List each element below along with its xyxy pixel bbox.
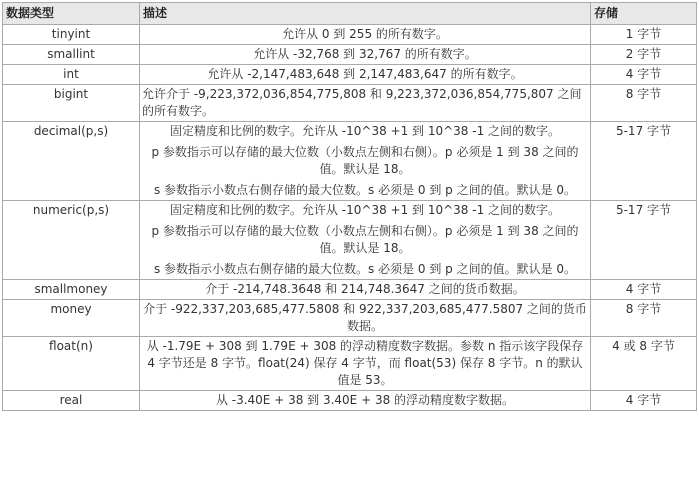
description-text: p 参数指示可以存储的最大位数（小数点左侧和右侧）。p 必须是 1 到 38 之间的值。默认是 18。 — [151, 224, 579, 255]
description-text: s 参数指示小数点右侧存储的最大位数。s 必须是 0 到 p 之间的值。默认是 0。 — [153, 183, 577, 197]
storage-cell: 4 或 8 字节 — [591, 337, 697, 391]
storage-cell: 4 字节 — [591, 65, 697, 85]
description-cell — [140, 65, 591, 85]
type-cell: tinyint — [3, 25, 140, 45]
storage-cell: 8 字节 — [591, 85, 697, 122]
description-text: s 参数指示小数点右侧存储的最大位数。s 必须是 0 到 p 之间的值。默认是 0。 — [153, 262, 577, 276]
storage-cell: 8 字节 — [591, 300, 697, 337]
type-cell: decimal(p,s) — [3, 122, 140, 201]
description-cell — [140, 85, 591, 122]
description-text: p 参数指示可以存储的最大位数（小数点左侧和右侧）。p 必须是 1 到 38 之间的值。默认是 18。 — [151, 145, 579, 176]
table-row — [3, 65, 697, 85]
storage-cell: 1 字节 — [591, 25, 697, 45]
header-storage: 存储 — [591, 3, 697, 25]
table-row — [3, 25, 697, 45]
header-description: 描述 — [140, 3, 591, 25]
table-row — [3, 45, 697, 65]
description-cell — [140, 201, 591, 280]
description-text: 介于 -214,748.3648 和 214,748.3647 之间的货币数据。 — [205, 282, 525, 296]
table-row — [3, 280, 697, 300]
table-row — [3, 201, 697, 280]
table-row — [3, 337, 697, 391]
type-cell: smallint — [3, 45, 140, 65]
description-cell — [140, 391, 591, 411]
description-text: 允许从 0 到 255 的所有数字。 — [282, 27, 448, 41]
type-cell: bigint — [3, 85, 140, 122]
description-cell — [140, 280, 591, 300]
header-row — [3, 3, 697, 25]
table-row — [3, 300, 697, 337]
table-row — [3, 391, 697, 411]
description-cell — [140, 122, 591, 201]
type-cell: numeric(p,s) — [3, 201, 140, 280]
storage-cell: 4 字节 — [591, 391, 697, 411]
type-cell: smallmoney — [3, 280, 140, 300]
storage-cell: 4 字节 — [591, 280, 697, 300]
description-cell — [140, 25, 591, 45]
description-cell — [140, 300, 591, 337]
header-type: 数据类型 — [3, 3, 140, 25]
description-text: 允许从 -32,768 到 32,767 的所有数字。 — [253, 47, 477, 61]
type-cell: money — [3, 300, 140, 337]
storage-cell: 5-17 字节 — [591, 201, 697, 280]
data-types-table — [2, 2, 697, 411]
type-cell: float(n) — [3, 337, 140, 391]
description-text: 介于 -922,337,203,685,477.5808 和 922,337,203,685,477.5807 之间的货币数据。 — [143, 302, 587, 333]
description-text: 允许介于 -9,223,372,036,854,775,808 和 9,223,372,036,854,775,807 之间的所有数字。 — [142, 87, 582, 118]
type-cell: real — [3, 391, 140, 411]
description-text: 允许从 -2,147,483,648 到 2,147,483,647 的所有数字。 — [207, 67, 523, 81]
description-text: 固定精度和比例的数字。允许从 -10^38 +1 到 10^38 -1 之间的数字。 — [169, 203, 561, 217]
table-row — [3, 85, 697, 122]
description-cell — [140, 45, 591, 65]
storage-cell: 5-17 字节 — [591, 122, 697, 201]
table-row — [3, 122, 697, 201]
description-text: 从 -3.40E + 38 到 3.40E + 38 的浮动精度数字数据。 — [215, 393, 515, 407]
type-cell: int — [3, 65, 140, 85]
description-cell — [140, 337, 591, 391]
storage-cell: 2 字节 — [591, 45, 697, 65]
description-text: 从 -1.79E + 308 到 1.79E + 308 的浮动精度数字数据。参数 n 指示该字段保存 4 字节还是 8 字节。float(24) 保存 4 字节，而 float(53) 保存 8 字节。n 的默认值是 53。 — [146, 339, 584, 387]
description-text: 固定精度和比例的数字。允许从 -10^38 +1 到 10^38 -1 之间的数字。 — [169, 124, 561, 138]
